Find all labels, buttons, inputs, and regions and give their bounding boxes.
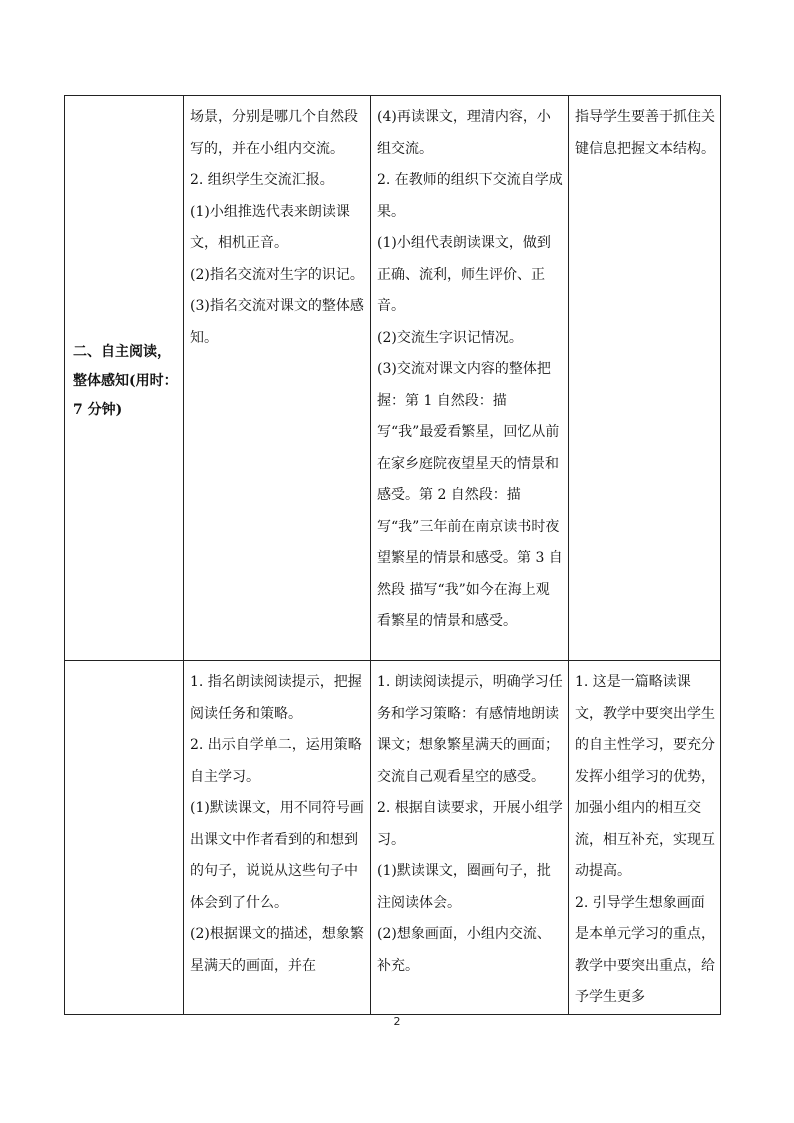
teacher-activity-cell <box>184 661 371 1015</box>
teacher-activity-item: 1. 指名朗读阅读提示，把握阅读任务和策略。 <box>190 674 362 722</box>
student-activity-item: 1. 朗读阅读提示，明确学习任务和学习策略：有感情地朗读课文；想象繁星满天的画面；交流自己观看星空的感受。 <box>377 674 563 785</box>
student-activity-item: (2)想象画面，小组内交流、补充。 <box>377 926 551 974</box>
design-intent-item: 1. 这是一篇略读课文，教学中要突出学生的自主性学习，要充分发挥小组学习的优势，加强小组内的相互交流，相互补充，实现互动提高。 <box>575 674 715 879</box>
lesson-plan-table <box>64 95 721 1015</box>
teacher-activity-item: (2)根据课文的描述，想象繁星满天的画面，并在 <box>190 926 364 974</box>
table-row <box>65 96 721 661</box>
student-activity-item: (1)小组代表朗读课文，做到正确、流利，师生评价、正音。 <box>377 235 551 314</box>
student-activity-item: (1)默读课文，圈画句子，批注阅读体会。 <box>377 863 551 911</box>
teacher-activity-item: (1)默读课文，用不同符号画出课文中作者看到的和想到的句子，说说从这些句子中体会到了什么。 <box>190 800 364 911</box>
student-activity-item: (2)交流生字识记情况。 <box>377 329 523 346</box>
teacher-activity-item: 场景，分别是哪几个自然段写的，并在小组内交流。 <box>190 109 358 157</box>
student-activity-item: (3)交流对课文内容的整体把握：第 1 自然段：描写“我”最爱看繁星，回忆从前在家乡庭院夜望星天的情景和感受。第 2 自然段：描写“我”三年前在南京读书时夜望繁星的情景和感受。第 3 自然段 描写“我”如今在海上观看繁星的情景和感受。 <box>377 361 563 629</box>
page-number: 2 <box>393 1015 401 1028</box>
student-activity-item: (4)再读课文，理清内容，小组交流。 <box>377 109 551 157</box>
design-intent-item: 指导学生要善于抓住关键信息把握文本结构。 <box>575 109 715 157</box>
teacher-activity-cell <box>184 96 371 661</box>
student-activity-item: 2. 在教师的组织下交流自学成果。 <box>377 172 563 220</box>
teacher-activity-item: 2. 组织学生交流汇报。 <box>190 172 334 188</box>
design-intent-cell <box>569 96 721 661</box>
teacher-activity-item: (1)小组推选代表来朗读课文，相机正音。 <box>190 203 350 251</box>
teacher-activity-item: (2)指名交流对生字的识记。 <box>190 266 364 283</box>
student-activity-item: 2. 根据自读要求，开展小组学习。 <box>377 800 563 848</box>
teacher-activity-item: (3)指名交流对课文的整体感知。 <box>190 298 364 346</box>
design-intent-item: 2. 引导学生想象画面是本单元学习的重点，教学中要突出重点，给予学生更多 <box>575 894 715 1005</box>
teacher-activity-item: 2. 出示自学单二，运用策略自主学习。 <box>190 737 362 785</box>
stage-label: 二、自主阅读，整体感知(用时：7 分钟) <box>73 343 178 418</box>
student-activity-cell <box>371 96 569 661</box>
stage-cell <box>65 96 184 661</box>
stage-cell <box>65 661 184 1015</box>
design-intent-cell <box>569 661 721 1015</box>
table-row <box>65 661 721 1015</box>
student-activity-cell <box>371 661 569 1015</box>
